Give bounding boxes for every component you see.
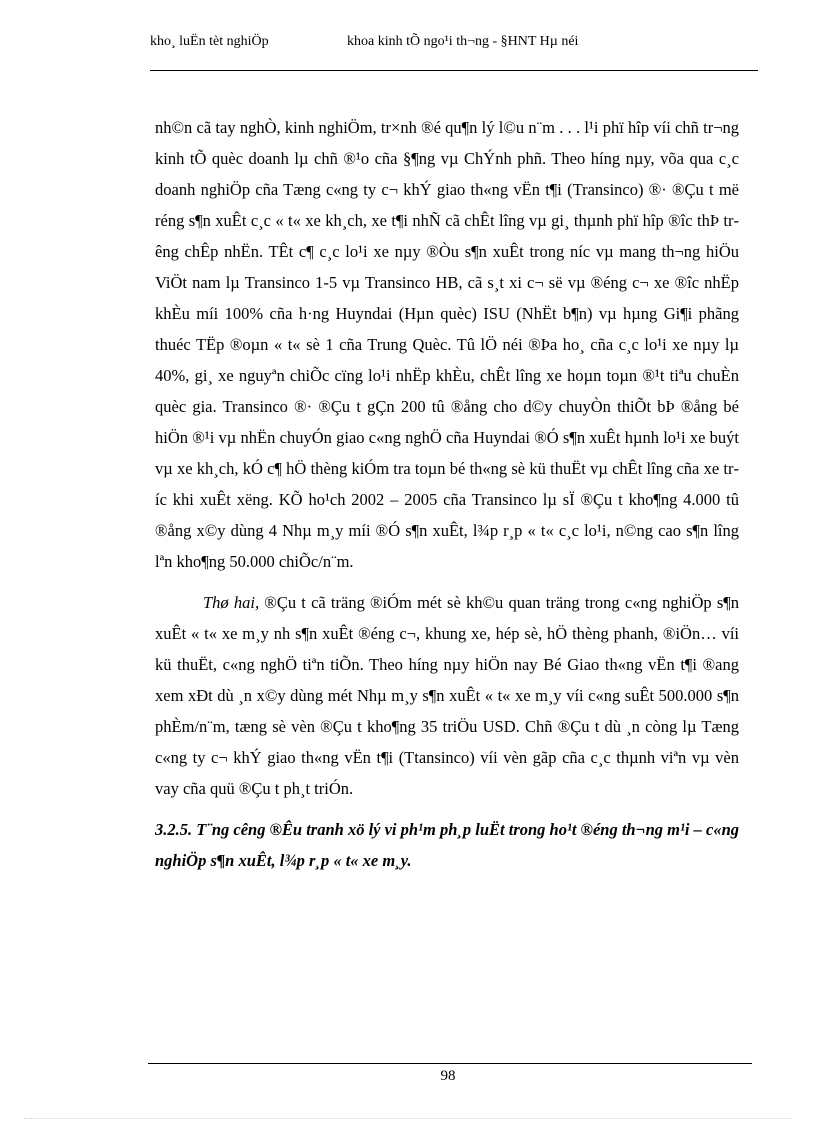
header-faculty-label: khoa kinh tÕ ngo¹i th¬ng - §HNT Hµ néi <box>347 34 579 49</box>
paragraph-2-lead: Thø hai, <box>203 593 260 612</box>
section-heading: 3.2.5. T¨ng cêng ®Êu tranh xö lý vi ph¹m ph¸p luËt trong ho¹t ®éng th¬ng m¹i – c«ng nghiÖp s¶n xuÊt, l¾p r¸p « t« xe m¸y. <box>155 820 740 870</box>
body-paragraph-2 <box>155 587 739 804</box>
page-number: 98 <box>440 1068 456 1084</box>
page-body <box>155 112 739 876</box>
header-divider <box>150 70 758 71</box>
footer-divider <box>148 1063 752 1064</box>
page-bottom-border <box>24 1118 792 1119</box>
paragraph-2-text: ®Çu t cã träng ®iÓm mét sè kh©u quan träng trong c«ng nghiÖp s¶n xuÊt « t« xe m¸y nh s¶n xuÊt ®éng c¬, khung xe, hép sè, hÖ thèng phanh, ®iÖn… víi kü thuËt, c«ng nghÖ tiªn tiÕn. Theo híng nµy hiÖn nay Bé Giao th«ng vËn t¶i ®ang xem xÐt dù ¸n x©y dùng mét Nhµ m¸y s¶n xuÊt « t« xe m¸y víi c«ng suÊt 500.000 s¶n phÈm/n¨m, tæng sè vèn ®Çu t kho¶ng 35 triÖu USD. Chñ ®Çu t dù ¸n còng lµ Tæng c«ng ty c¬ khÝ giao th«ng vËn t¶i (Ttansinco) víi vèn gãp cña c¸c thµnh viªn vµ vèn vay cña quü ®Çu t ph¸t triÓn. <box>155 593 739 798</box>
page-header <box>150 34 758 54</box>
body-paragraph-1: nh©n cã tay nghÒ, kinh nghiÖm, tr×nh ®é qu¶n lý l©u n¨m . . . l¹i phï hîp víi chñ tr¬ng kinh tÕ quèc doanh lµ chñ ®¹o cña §¶ng vµ ChÝnh phñ. Theo híng nµy, võa qua c¸c doanh nghiÖp cña Tæng c«ng ty c¬ khÝ giao th«ng vËn t¶i (Transinco) ®· ®Çu t më réng s¶n xuÊt c¸c « t« xe kh¸ch, xe t¶i nhÑ cã chÊt lîng vµ gi¸ thµnh phï hîp ®îc thÞ trêng chÊp nhËn. TÊt c¶ c¸c lo¹i xe nµy ®Òu s¶n xuÊt trong níc vµ mang th¬ng hiÖu ViÖt nam lµ Transinco 1-5 vµ Transinco HB, cã s¸t xi c¬ së vµ ®éng c¬ xe ®îc nhËp khÈu míi 100% cña h·ng Huyndai (Hµn quèc) ISU (NhËt b¶n) vµ hµng Gi¶i phãng thuéc TËp ®oµn « t« sè 1 cña Trung Quèc. Tû lÖ néi ®Þa ho¸ cña c¸c lo¹i xe nµy lµ 40%, gi¸ xe nguyªn chiÕc cïng lo¹i nhËp khÈu, chÊt lîng xe hoµn toµn ®¹t tiªu chuÈn quèc gia. Transinco ®· ®Çu t gÇn 200 tû ®ång cho d©y chuyÒn thiÕt bÞ ®ång bé hiÖn ®¹i vµ nhËn chuyÓn giao c«ng nghÖ cña Huyndai ®Ó s¶n xuÊt hµnh lo¹i xe buýt vµ xe kh¸ch, kÓ c¶ hÖ thèng kiÓm tra toµn bé th«ng sè kü thuËt vµ chÊt lîng cña xe tríc khi xuÊt xëng. KÕ ho¹ch 2002 – 2005 cña Transinco lµ sÏ ®Çu t kho¶ng 4.000 tû ®ång x©y dùng 4 Nhµ m¸y míi ®Ó s¶n xuÊt, l¾p r¸p « t« c¸c lo¹i, n©ng cao s¶n lîng lªn kho¶ng 50.000 chiÕc/n¨m. <box>155 118 739 571</box>
header-thesis-label: kho¸ luËn tèt nghiÖp <box>150 34 269 49</box>
